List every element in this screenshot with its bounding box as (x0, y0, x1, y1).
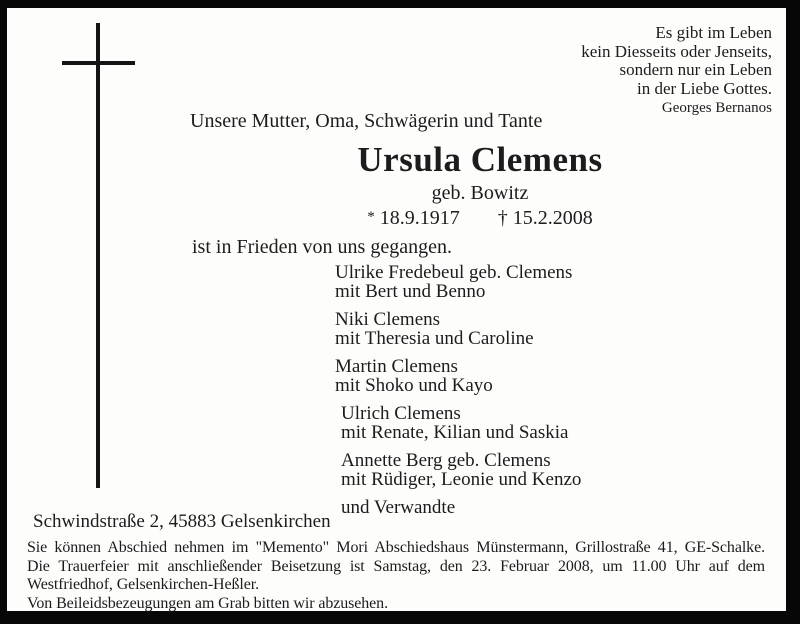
death-date-value: 15.2.2008 (512, 207, 593, 229)
life-dates (280, 207, 680, 230)
quote-line: in der Liebe Gottes. (636, 78, 772, 98)
mourner-name: Annette Berg geb. Clemens (341, 450, 551, 471)
death-date (498, 207, 593, 229)
cross-vertical-bar (96, 23, 100, 488)
mourner-name: Ulrich Clemens (341, 403, 461, 424)
mourners-list (335, 263, 581, 517)
mourner-name: Niki Clemens (335, 309, 441, 330)
condolence-note: Von Beileidsbezeugungen am Grab bitten wir abzusehen. (27, 594, 388, 612)
mourner-entry (335, 310, 581, 348)
funeral-info-line: Die Trauerfeier mit anschließender Beisetzung ist Samstag, den 23. Februar 2008, um 11.00 Uhr auf dem (27, 557, 765, 575)
mourner-with-line: mit Theresia und Caroline (335, 328, 534, 349)
funeral-info-block (27, 539, 765, 613)
mourner-entry (335, 357, 581, 395)
farewell-line: ist in Frieden von uns gegangen. (192, 236, 452, 258)
cross-horizontal-bar (62, 61, 135, 65)
mourner-with-line: mit Bert und Benno (335, 281, 486, 302)
died-cross-symbol: † (497, 207, 508, 229)
mourner-entry (341, 404, 581, 442)
mourner-entry (335, 263, 581, 301)
mourner-entry (341, 451, 581, 489)
birth-date-value: 18.9.1917 (379, 207, 460, 229)
religious-quote (581, 24, 772, 118)
deceased-name: Ursula Clemens (357, 140, 603, 179)
intro-line: Unsere Mutter, Oma, Schwägerin und Tante (190, 110, 543, 132)
quote-attribution: Georges Bernanos (661, 100, 772, 116)
born-star-symbol: * (367, 209, 375, 225)
relatives-line: und Verwandte (341, 497, 456, 518)
funeral-info-line: Westfriedhof, Gelsenkirchen-Heßler. (27, 576, 260, 593)
birth-date (367, 207, 460, 229)
maiden-name: geb. Bowitz (431, 182, 529, 204)
mourner-with-line: mit Rüdiger, Leonie und Kenzo (341, 469, 582, 490)
mourner-with-line: mit Renate, Kilian und Saskia (341, 422, 569, 443)
address-line: Schwindstraße 2, 45883 Gelsenkirchen (33, 511, 331, 532)
mourner-with-line: mit Shoko und Kayo (335, 375, 493, 396)
quote-line: Es gibt im Leben (655, 23, 772, 42)
deceased-block (280, 140, 680, 230)
quote-line: sondern nur ein Leben (619, 60, 772, 79)
mourner-name: Martin Clemens (335, 356, 458, 377)
mourner-name: Ulrike Fredebeul geb. Clemens (335, 262, 573, 283)
quote-line: kein Diesseits oder Jenseits, (581, 41, 772, 61)
funeral-info-line: Sie können Abschied nehmen im "Memento" Mori Abschiedshaus Münstermann, Grillostraße 41, GE-Schalke. (27, 539, 765, 556)
